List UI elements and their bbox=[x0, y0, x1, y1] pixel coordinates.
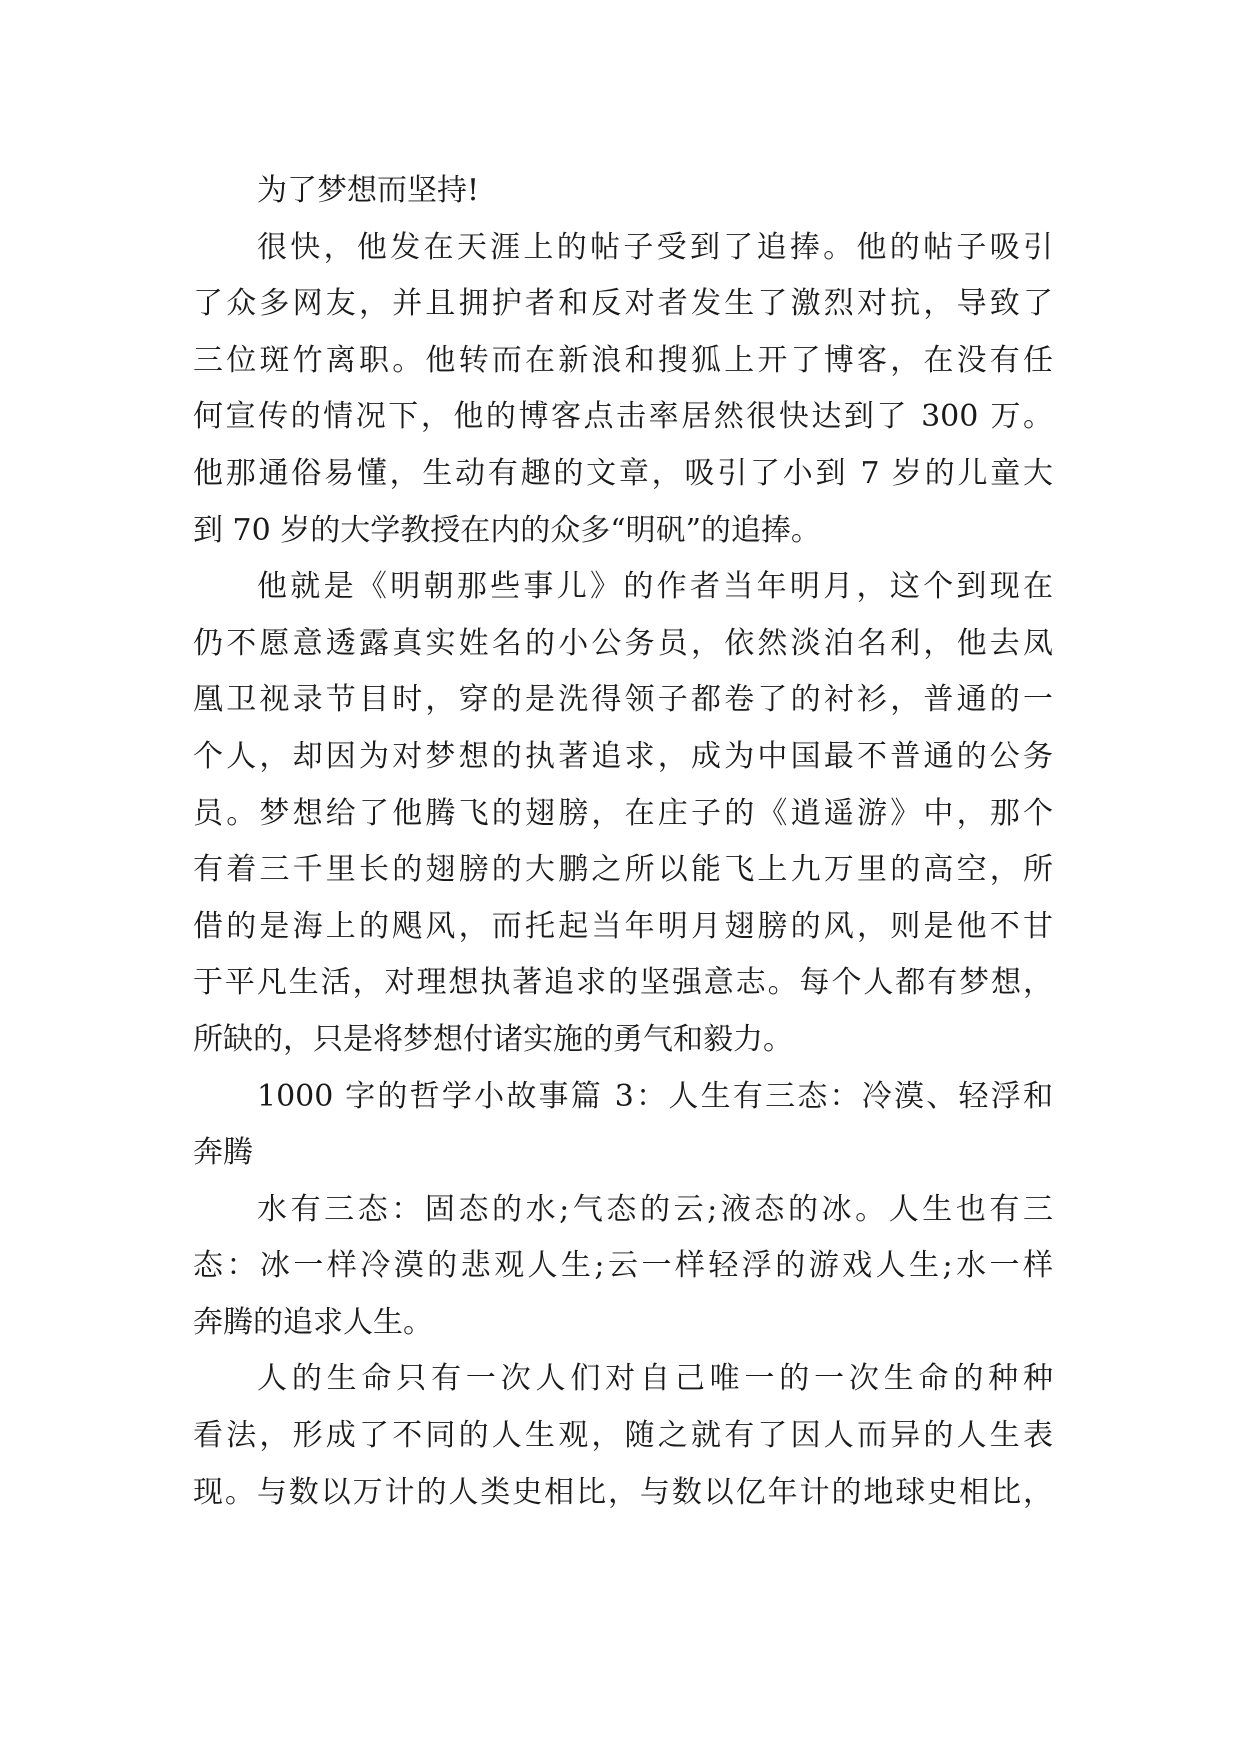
text-line: 有着三千里长的翅膀的大鹏之所以能飞上九万里的高空，所 bbox=[193, 852, 1053, 888]
text-line: 所缺的，只是将梦想付诸实施的勇气和毅力。 bbox=[193, 1021, 793, 1057]
text-line: 三位斑竹离职。他转而在新浪和搜狐上开了博客，在没有任 bbox=[193, 342, 1053, 378]
text-line: 现。与数以万计的人类史相比，与数以亿年计的地球史相比， bbox=[193, 1474, 1053, 1510]
text-line: 态：冰一样冷漠的悲观人生;云一样轻浮的游戏人生;水一样 bbox=[193, 1248, 1053, 1284]
text-line: 他就是《明朝那些事儿》的作者当年明月，这个到现在 bbox=[257, 569, 1053, 605]
text-line: 很快，他发在天涯上的帖子受到了追捧。他的帖子吸引 bbox=[257, 229, 1053, 265]
text-line: 水有三态：固态的水;气态的云;液态的冰。人生也有三 bbox=[257, 1191, 1053, 1227]
text-line: 员。梦想给了他腾飞的翅膀，在庄子的《逍遥游》中，那个 bbox=[193, 795, 1053, 831]
body-text bbox=[193, 163, 1053, 1521]
text-line: 于平凡生活，对理想执著追求的坚强意志。每个人都有梦想， bbox=[193, 965, 1053, 1001]
text-line: 仍不愿意透露真实姓名的小公务员，依然淡泊名利，他去凤 bbox=[193, 625, 1053, 661]
text-line: 到 70 岁的大学教授在内的众多“明矾”的追捧。 bbox=[193, 512, 821, 548]
text-line: 凰卫视录节目时，穿的是洗得领子都卷了的衬衫，普通的一 bbox=[193, 682, 1053, 718]
section-heading-line: 1000 字的哲学小故事篇 3：人生有三态：冷漠、轻浮和 bbox=[257, 1078, 1053, 1114]
text-line: 个人，却因为对梦想的执著追求，成为中国最不普通的公务 bbox=[193, 738, 1053, 774]
text-line: 奔腾的追求人生。 bbox=[193, 1304, 433, 1340]
section-heading-line: 奔腾 bbox=[193, 1135, 253, 1171]
text-line: 看法，形成了不同的人生观，随之就有了因人而异的人生表 bbox=[193, 1418, 1053, 1454]
text-line: 他那通俗易懂，生动有趣的文章，吸引了小到 7 岁的儿童大 bbox=[193, 455, 1053, 491]
text-line: 为了梦想而坚持! bbox=[257, 173, 480, 208]
text-line: 人的生命只有一次人们对自己唯一的一次生命的种种 bbox=[257, 1361, 1053, 1397]
text-line: 了众多网友，并且拥护者和反对者发生了激烈对抗，导致了 bbox=[193, 286, 1053, 322]
text-line: 借的是海上的飓风，而托起当年明月翅膀的风，则是他不甘 bbox=[193, 908, 1053, 944]
text-line: 何宣传的情况下，他的博客点击率居然很快达到了 300 万。 bbox=[193, 399, 1053, 435]
